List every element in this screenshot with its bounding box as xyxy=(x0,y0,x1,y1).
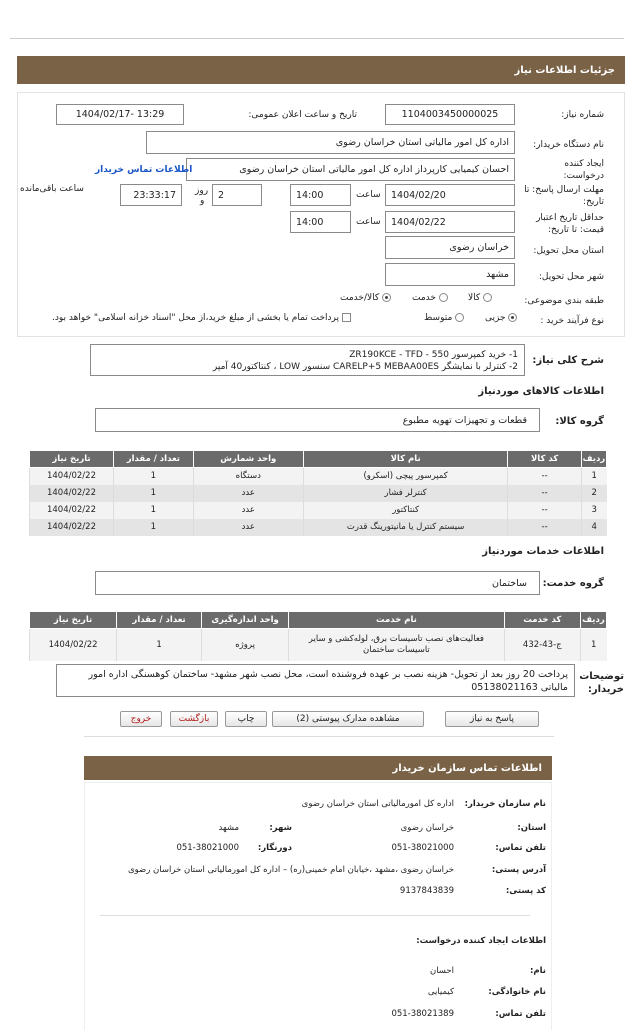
services-section-title: اطلاعات خدمات موردنیاز xyxy=(482,546,604,557)
days-field: 2 xyxy=(212,184,262,206)
creator-family-label: نام خانوادگی: xyxy=(488,987,546,997)
buyer-notes-label: توضیحات خریدار: xyxy=(579,671,624,695)
days-label: روز xyxy=(195,186,209,196)
creator-divider xyxy=(100,915,530,916)
buyer-org-label: نام دستگاه خریدار: xyxy=(533,140,604,150)
table-row: 3 -- کنتاکتور عدد 1 1404/02/22 xyxy=(30,502,607,519)
validity-label: حداقل تاریخ اعتبار قیمت: تا تاریخ: xyxy=(536,213,604,235)
validity-time-label: ساعت xyxy=(356,217,381,227)
treasury-checkbox[interactable] xyxy=(342,313,351,322)
category-option-goods[interactable]: کالا xyxy=(468,293,492,303)
col-date: تاریخ نیاز xyxy=(30,612,117,629)
radio-medium[interactable] xyxy=(455,313,464,322)
radio-both[interactable] xyxy=(382,293,391,302)
validity-time-field: 14:00 xyxy=(290,211,351,233)
process-option-minor[interactable]: جزیی xyxy=(485,313,517,323)
summary-line-2: 2- کنترلر با نمایشگر CARELP+5 MEBAA00ES سنسور LOW ، کنتاکتور40 آمپر xyxy=(212,362,518,372)
summary-box xyxy=(90,344,525,376)
services-group-field: ساختمان xyxy=(95,571,540,595)
city-label: شهر محل تحویل: xyxy=(538,272,604,282)
goods-group-field: قطعات و تجهیزات تهویه مطبوع xyxy=(95,408,540,432)
category-label: طبقه بندی موضوعی: xyxy=(524,296,604,306)
col-unit: واحد شمارش xyxy=(193,451,303,468)
buyer-contact-link[interactable]: اطلاعات تماس خریدار xyxy=(95,165,193,175)
days-suffix: و xyxy=(200,196,205,206)
creator-phone-value: 051-38021389 xyxy=(391,1009,454,1019)
deadline-label: مهلت ارسال پاسخ: تا تاریخ: xyxy=(524,185,604,207)
announce-label: تاریخ و ساعت اعلان عمومی: xyxy=(248,110,357,120)
reply-button[interactable]: پاسخ به نیاز xyxy=(445,711,539,727)
category-option-service[interactable]: خدمت xyxy=(412,293,448,303)
creator-section-label: اطلاعات ایجاد کننده درخواست: xyxy=(416,936,546,946)
creator-label: ایجاد کننده درخواست: xyxy=(563,159,604,181)
goods-table xyxy=(29,450,607,536)
process-option-medium[interactable]: متوسط xyxy=(424,313,464,323)
creator-field: احسان کیمیایی کارپرداز اداره کل امور مالیاتی استان خراسان رضوی xyxy=(186,158,515,181)
col-name: نام خدمت xyxy=(289,612,505,629)
back-button[interactable]: بازگشت xyxy=(170,711,218,727)
services-table-header xyxy=(30,612,607,629)
remaining-time-field: 23:33:17 xyxy=(120,184,182,206)
need-number-field: 1104003450000025 xyxy=(385,104,515,125)
radio-goods[interactable] xyxy=(483,293,492,302)
category-option-both[interactable]: کالا/خدمت xyxy=(340,293,391,303)
services-group-label: گروه خدمت: xyxy=(542,578,604,589)
process-label: نوع فرآیند خرید : xyxy=(540,316,604,326)
deadline-date-field: 1404/02/20 xyxy=(385,184,515,206)
summary-label: شرح کلی نیاز: xyxy=(532,355,604,366)
contact-fax-value: 051-38021000 xyxy=(176,843,239,853)
table-row: 2 -- کنترلر فشار عدد 1 1404/02/22 xyxy=(30,485,607,502)
contact-header xyxy=(84,756,552,780)
contact-frame xyxy=(84,782,552,1030)
col-code: کد کالا xyxy=(508,451,581,468)
top-divider xyxy=(10,38,624,39)
org-name-value: اداره کل امورمالیاتی استان خراسان رضوی xyxy=(301,799,454,809)
province-label: استان محل تحویل: xyxy=(533,246,604,256)
goods-table-header xyxy=(30,451,607,468)
creator-phone-label: تلفن تماس: xyxy=(495,1009,546,1019)
col-date: تاریخ نیاز xyxy=(30,451,114,468)
col-row: ردیف xyxy=(580,612,606,629)
contact-address-value: خراسان رضوی ،مشهد ،خیابان امام خمینی(ره) – اداره کل امورمالیاتی استان خراسان رضوی xyxy=(127,865,454,875)
contact-city-label: شهر: xyxy=(269,823,292,833)
col-unit: واحد اندازه‌گیری xyxy=(202,612,289,629)
contact-phone-label: تلفن تماس: xyxy=(495,843,546,853)
contact-title: اطلاعات تماس سازمان خریدار xyxy=(392,762,542,774)
col-qty: تعداد / مقدار xyxy=(117,612,202,629)
buyer-notes-box: پرداخت 20 روز بعد از تحویل- هزینه نصب بر عهده فروشنده است، محل نصب شهر مشهد- ساختمان کوهسنگی اداره امور مالیاتی 05138021163 xyxy=(56,664,575,697)
remaining-label: ساعت باقی‌مانده xyxy=(20,184,84,194)
treasury-note: پرداخت تمام یا بخشی از مبلغ خرید،از محل "اسناد خزانه اسلامی" خواهد بود. xyxy=(52,313,340,323)
creator-name-value: احسان xyxy=(429,966,454,976)
validity-date-field: 1404/02/22 xyxy=(385,211,515,233)
org-name-label: نام سازمان خریدار: xyxy=(464,799,546,809)
col-name: نام کالا xyxy=(303,451,508,468)
deadline-time-label: ساعت xyxy=(356,190,381,200)
treasury-option[interactable] xyxy=(52,313,351,323)
contact-address-label: آدرس پستی: xyxy=(491,865,546,875)
contact-phone-value: 051-38021000 xyxy=(391,843,454,853)
contact-city-value: مشهد xyxy=(218,823,239,833)
buyer-org-field: اداره کل امور مالیاتی استان خراسان رضوی xyxy=(146,131,515,154)
attachments-button[interactable]: مشاهده مدارک پیوستی (2) xyxy=(272,711,424,727)
radio-minor[interactable] xyxy=(508,313,517,322)
table-row: 4 -- سیستم کنترل یا مانیتورینگ قدرت عدد 1 1404/02/22 xyxy=(30,519,607,536)
deadline-time-field: 14:00 xyxy=(290,184,351,206)
province-field: خراسان رضوی xyxy=(385,236,515,259)
creator-family-value: کیمیایی xyxy=(427,987,454,997)
creator-name-label: نام: xyxy=(529,966,546,976)
goods-group-label: گروه کالا: xyxy=(555,416,604,427)
announce-field: 1404/02/17- 13:29 xyxy=(56,104,184,125)
contact-postal-label: کد پستی: xyxy=(505,886,546,896)
contact-postal-value: 9137843839 xyxy=(399,886,454,896)
contact-province-label: استان: xyxy=(517,823,546,833)
contact-fax-label: دورنگار: xyxy=(257,843,292,853)
page-header xyxy=(17,56,625,84)
col-code: کد خدمت xyxy=(504,612,580,629)
table-row: 1 -- کمپرسور پیچی (اسکرو) دستگاه 1 1404/02/22 xyxy=(30,468,607,485)
goods-section-title: اطلاعات کالاهای موردنیاز xyxy=(478,386,604,397)
col-row: ردیف xyxy=(581,451,606,468)
services-table xyxy=(29,611,607,661)
radio-service[interactable] xyxy=(439,293,448,302)
summary-line-1: 1- خرید کمپرسور ZR190KCE - TFD - 550 xyxy=(349,350,518,360)
col-qty: تعداد / مقدار xyxy=(113,451,193,468)
city-field: مشهد xyxy=(385,263,515,286)
contact-province-value: خراسان رضوی xyxy=(400,823,454,833)
exit-button[interactable]: خروج xyxy=(120,711,162,727)
need-number-label: شماره نیاز: xyxy=(561,110,604,120)
page-title: جزئیات اطلاعات نیاز xyxy=(514,64,615,76)
table-row: 1 ج-43-432 فعالیت‌های نصب تاسیسات برق، لوله‌کشی و سایر تاسیسات ساختمان پروژه 1 1404/02/22 xyxy=(30,629,607,661)
contact-divider xyxy=(84,736,554,737)
print-button[interactable]: چاپ xyxy=(225,711,267,727)
